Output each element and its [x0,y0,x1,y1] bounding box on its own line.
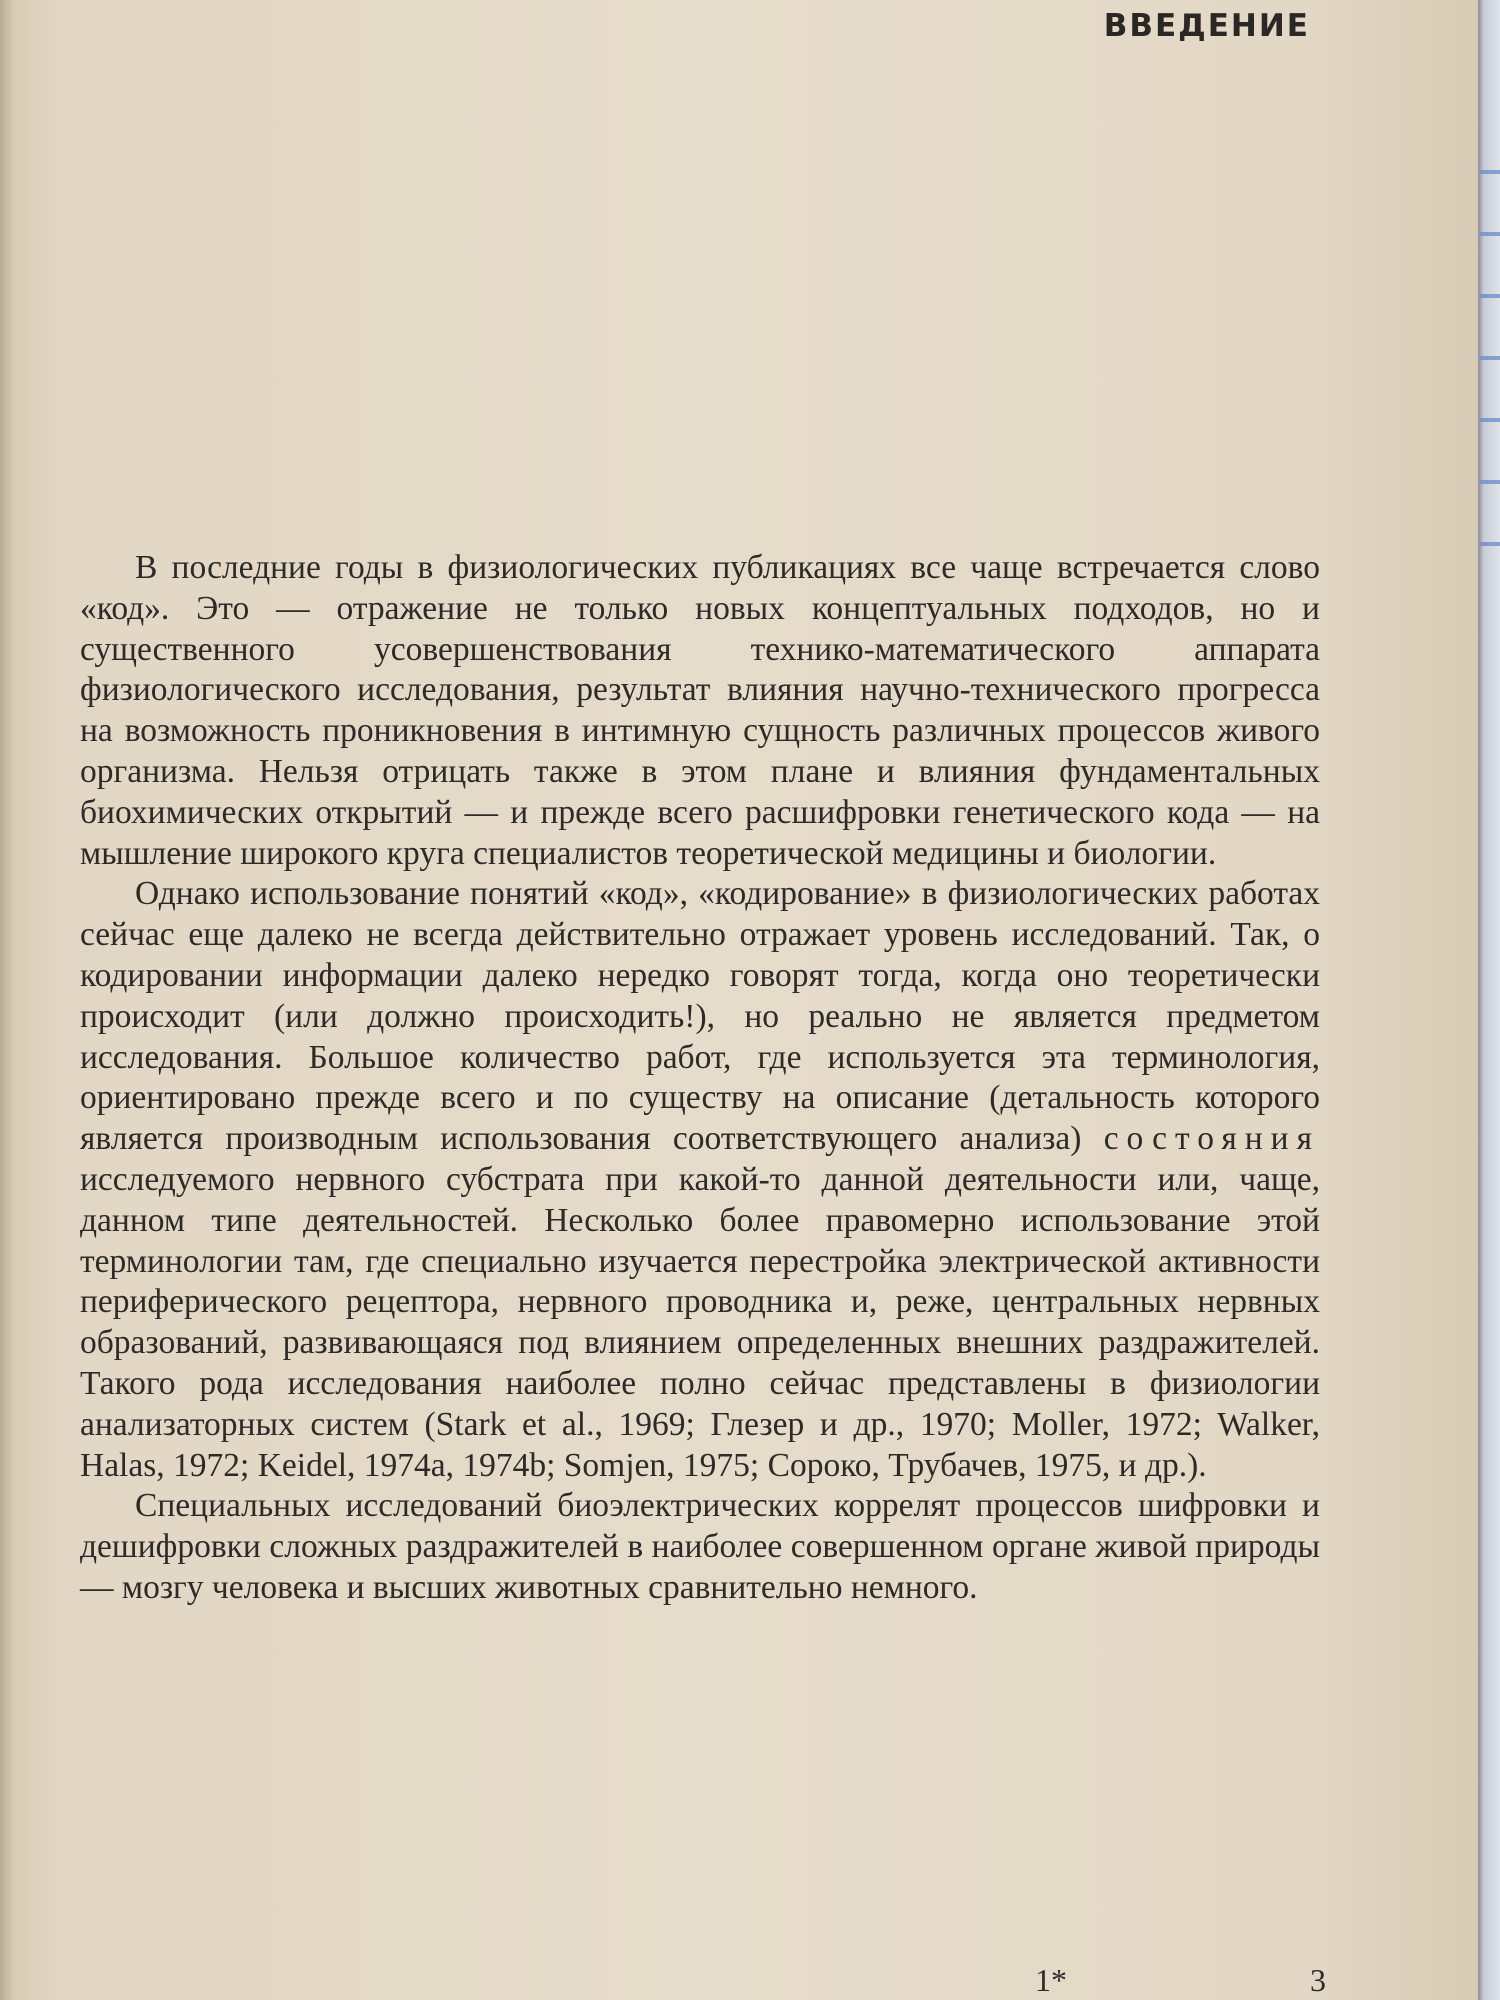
body-text [80,548,1320,1609]
section-heading: ВВЕДЕНИЕ [1103,8,1310,44]
edge-line-mark [1480,542,1500,546]
paragraph-2-text-end: исследуемого нервного субстрата при какой-то данной деятельности или, чаще, данном типе деятельностей. Несколько более правомерно использование этой терминологии там, где специально изучается перестройка электрической активности периферического рецептора, нервного проводника и, реже, центральных нервных образований, развивающаяся под влиянием определенных внешних раздражителей. Такого рода исследования наиболее полно сейчас представлены в физиологии анализаторных систем (Stark et al., 1969; Глезер и др., 1970; Moller, 1972; Walker, Halas, 1972; Keidel, 1974a, 1974b; Somjen, 1975; Сороко, Трубачев, 1975, и др.). [80,1160,1320,1484]
edge-line-mark [1480,170,1500,174]
paragraph-2 [80,874,1320,1486]
edge-line-mark [1480,232,1500,236]
edge-line-mark [1480,356,1500,360]
edge-line-mark [1480,480,1500,484]
signature-mark: 1* [1035,1962,1067,1998]
edge-line-mark [1480,294,1500,298]
page-number: 3 [1310,1962,1326,1998]
paragraph-1: В последние годы в физиологических публикациях все чаще встречается слово «код». Это — отражение не только новых концептуальных подходов, но и существенного усовершенствования технико-математического аппарата физиологического исследования, результат влияния научно-технического прогресса на возможность проникновения в интимную сущность различных процессов живого организма. Нельзя отрицать также в этом плане и влияния фундаментальных биохимических открытий — и прежде всего расшифровки генетического кода — на мышление широкого круга специалистов теоретической медицины и биологии. [80,549,1320,872]
underlying-page-edge [1478,0,1500,2000]
paragraph-2-text-start: Однако использование понятий «код», «кодирование» в физиологических работах сейчас еще далеко не всегда действительно отражает уровень исследований. Так, о кодировании информации далеко нередко говорят тогда, когда оно теоретически происходит (или должно происходить!), но реально не является предметом исследования. Большое количество работ, где используется эта терминология, ориентировано прежде всего и по существу на описание (детальность которого является производным использования соответствующего анализа) [80,875,1320,1158]
emphasized-word: состояния [1103,1120,1320,1158]
edge-line-mark [1480,418,1500,422]
paragraph-3: Специальных исследований биоэлектрических коррелят процессов шифровки и дешифровки сложных раздражителей в наиболее совершенном органе живой природы — мозгу человека и высших животных сравнительно немного. [80,1487,1320,1606]
